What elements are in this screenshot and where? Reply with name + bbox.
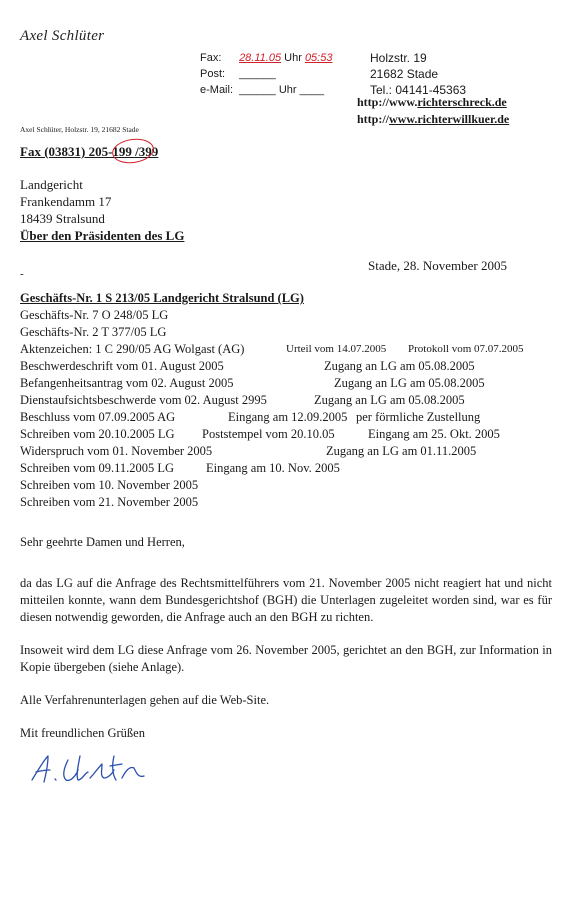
red-circle-mark <box>111 136 156 166</box>
ref-c2: Poststempel vom 20.10.05 <box>202 427 335 441</box>
ref-c1: Dienstaufsichtsbeschwerde vom 02. August 2995 <box>20 393 267 407</box>
recipient-address <box>20 176 184 244</box>
website-links <box>357 94 509 128</box>
ref-c1: Beschluss vom 07.09.2005 AG <box>20 410 176 424</box>
reference-row <box>20 409 481 426</box>
signature-graphic <box>28 750 158 790</box>
handwritten-signature <box>28 750 158 795</box>
reference-row <box>20 443 477 460</box>
closing: Mit freundlichen Grüßen <box>20 726 145 740</box>
email-time: ____ <box>299 84 325 96</box>
email-label: e-Mail: <box>200 84 234 96</box>
reference-row <box>20 460 340 477</box>
reference-heading: Geschäfts-Nr. 1 S 213/05 Landgericht Stralsund (LG) <box>20 291 304 305</box>
reference-row <box>20 358 475 375</box>
reference-row <box>20 341 524 358</box>
url2-domain[interactable]: www.richterwillkuer.de <box>389 112 510 126</box>
reference-row <box>20 324 304 341</box>
ref-c3: Eingang am 25. Okt. 2005 <box>368 427 500 441</box>
post-label: Post: <box>200 68 226 80</box>
recipient-line: Landgericht <box>20 177 83 192</box>
ref-c1: Schreiben vom 21. November 2005 <box>20 495 199 509</box>
ref-c3: per förmliche Zustellung <box>356 410 481 424</box>
ref-c1: Widerspruch vom 01. November 2005 <box>20 444 213 458</box>
fax-time: 05:53 <box>304 52 333 64</box>
reference-row <box>20 375 485 392</box>
ref-c2: Zugang an LG am 05.08.2005 <box>334 376 485 390</box>
url1-domain[interactable]: richterschreck.de <box>417 95 507 109</box>
ref-c1: Schreiben vom 09.11.2005 LG <box>20 461 175 475</box>
email-value: ______ <box>239 84 276 96</box>
url1-prefix[interactable]: http://www. <box>357 95 418 109</box>
ref-c1: Schreiben vom 20.10.2005 LG <box>20 427 175 441</box>
ref-c2: Zugang an LG am 05.08.2005 <box>324 359 475 373</box>
reference-row <box>20 494 304 511</box>
ref-c1: Beschwerdeschrift vom 01. August 2005 <box>20 359 224 373</box>
recipient-line: Frankendamm 17 <box>20 194 112 209</box>
reference-row <box>20 392 465 409</box>
ref-c1: Befangenheitsantrag vom 02. August 2005 <box>20 376 234 390</box>
ref-c2: Zugang an LG am 05.08.2005 <box>314 393 465 407</box>
letter-body <box>20 534 552 746</box>
sender-city: 21682 Stade <box>370 67 439 81</box>
fax-number-line: Fax (03831) 205-199 /399 <box>20 144 159 159</box>
reference-row <box>20 426 500 443</box>
body-paragraph: da das LG auf die Anfrage des Rechtsmittelführers vom 21. November 2005 nicht reagiert hat und nicht mitteilen konnte, wann dem Bundesgerichtshof (BGH) die Unterlagen zugeleitet worden sind, war es für diesen notwendig geworden, die Anfrage auch an den BGH zu richten. <box>20 576 552 624</box>
ref-c1: Schreiben vom 10. November 2005 <box>20 478 199 492</box>
ref-c2: Eingang am 10. Nov. 2005 <box>206 461 340 475</box>
letter-date: Stade, 28. November 2005 <box>368 258 508 273</box>
reference-list <box>20 290 524 511</box>
salutation: Sehr geehrte Damen und Herren, <box>20 535 185 549</box>
sender-phone: Tel.: 04141-45363 <box>370 83 467 97</box>
ref-c2: Eingang am 12.09.2005 <box>228 410 348 424</box>
reference-row <box>20 477 304 494</box>
dash-mark: - <box>20 268 24 280</box>
ref-c1: Geschäfts-Nr. 2 T 377/05 LG <box>20 325 167 339</box>
fax-uhr-label: Uhr <box>284 52 302 64</box>
transmission-block <box>200 50 332 98</box>
ref-c2: Zugang an LG am 01.11.2005 <box>326 444 477 458</box>
email-uhr-label: Uhr <box>278 84 297 96</box>
ref-c2: Urteil vom 14.07.2005 <box>286 343 387 355</box>
recipient-line: 18439 Stralsund <box>20 211 105 226</box>
recipient-line: Über den Präsidenten des LG <box>20 228 185 243</box>
sender-address <box>370 50 466 98</box>
reference-row <box>20 307 304 324</box>
ref-c1: Aktenzeichen: 1 C 290/05 AG Wolgast (AG) <box>20 342 245 356</box>
ref-c3: Protokoll vom 07.07.2005 <box>408 343 524 355</box>
post-value: ______ <box>239 68 276 80</box>
body-paragraph: Insoweit wird dem LG diese Anfrage vom 26. November 2005, gerichtet an den BGH, zur Information in Kopie übergeben (siehe Anlage). <box>20 643 552 674</box>
body-paragraph: Alle Verfahrenunterlagen gehen auf die Web-Site. <box>20 693 270 707</box>
fax-date: 28.11.05 <box>239 52 282 64</box>
fax-label: Fax: <box>200 52 222 64</box>
url2-prefix[interactable]: http:// <box>357 112 390 126</box>
return-address-line: Axel Schlüter, Holzstr. 19, 21682 Stade <box>20 125 139 134</box>
sender-street: Holzstr. 19 <box>370 51 427 65</box>
ref-c1: Geschäfts-Nr. 7 O 248/05 LG <box>20 308 169 322</box>
letterhead-name: Axel Schlüter <box>20 28 105 44</box>
